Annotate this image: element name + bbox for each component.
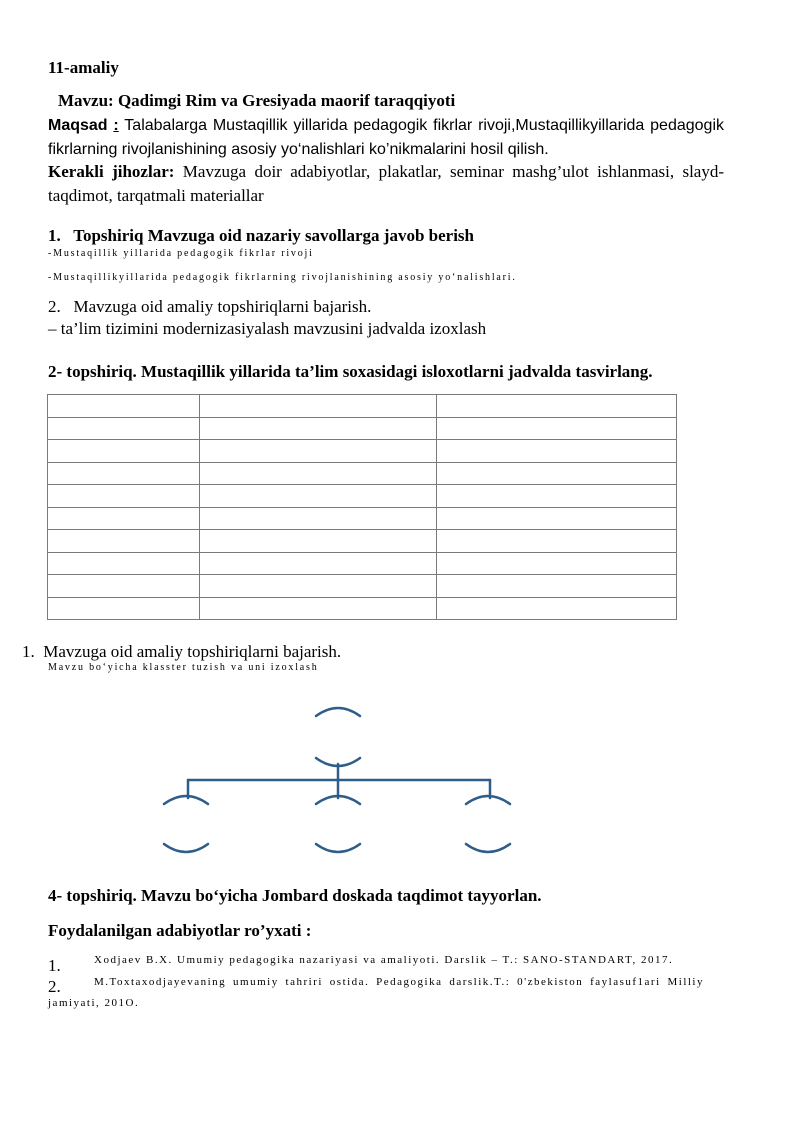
table-cell[interactable] (48, 552, 200, 575)
table-cell[interactable] (199, 507, 437, 530)
table-cell[interactable] (199, 440, 437, 463)
task1-title: Topshiriq Mavzuga oid nazariy savollarga javob berish (73, 226, 475, 245)
table-cell[interactable] (437, 417, 677, 440)
cluster-node-top (316, 708, 360, 716)
table-cell[interactable] (48, 462, 200, 485)
table-row (48, 507, 677, 530)
references-heading: Foydalanilgan adabiyotlar ro’yxati : (48, 921, 312, 940)
table-row (48, 462, 677, 485)
task3-title: Mavzuga oid amaliy topshiriqlarni bajarish. (43, 642, 342, 661)
equipment-label: Kerakli jihozlar: (48, 162, 175, 181)
task2-number: 2. (48, 297, 61, 316)
cluster-node-left (164, 844, 208, 852)
table-cell[interactable] (48, 417, 200, 440)
goal-text: Talabalarga Mustaqillik yillarida pedagogik fikrlar rivoji,Mustaqillikyillarida pedagogik fikrlarning rivojlanishining asosiy yo‘nalishlari ko’nikmalarini hosil qilish. (48, 117, 725, 158)
task2-title: Mavzuga oid amaliy topshiriqlarni bajarish. (73, 297, 372, 316)
table-cell[interactable] (437, 485, 677, 508)
task3-heading (22, 642, 341, 662)
task2b-heading: 2- topshiriq. Mustaqillik yillarida ta’lim soxasidagi isloxotlarni jadvalda tasvirlang. (48, 362, 653, 381)
task2-heading (48, 297, 371, 317)
goal-colon: : (113, 117, 119, 134)
task1-item: -Mustaqillik yillarida pedagogik fikrlar rivoji (48, 248, 314, 259)
table-cell[interactable] (199, 597, 437, 620)
reference-number: 2. (48, 977, 61, 996)
equipment-paragraph (48, 160, 724, 208)
reference-number: 1. (48, 956, 61, 975)
table-row (48, 485, 677, 508)
table-cell[interactable] (437, 440, 677, 463)
table-cell[interactable] (437, 507, 677, 530)
table-cell[interactable] (48, 530, 200, 553)
table-cell[interactable] (199, 417, 437, 440)
reference-continuation: jamiyati, 201O. (48, 997, 140, 1009)
table-cell[interactable] (48, 395, 200, 418)
goal-paragraph (48, 114, 724, 162)
table-cell[interactable] (199, 395, 437, 418)
table-cell[interactable] (48, 485, 200, 508)
cluster-node-left (164, 796, 208, 804)
task2-subtitle: – ta’lim tizimini modernizasiyalash mavzusini jadvalda izoxlash (48, 319, 487, 338)
table-row (48, 552, 677, 575)
table-cell[interactable] (48, 575, 200, 598)
table-cell[interactable] (437, 530, 677, 553)
table-cell[interactable] (199, 485, 437, 508)
task1-item: -Mustaqillikyillarida pedagogik fikrlarning rivojlanishining asosiy yo‘nalishlari. (48, 272, 517, 283)
table-cell[interactable] (437, 597, 677, 620)
table-cell[interactable] (199, 552, 437, 575)
task3-subtitle: Mavzu bo‘yicha klasster tuzish va uni izoxlash (48, 662, 319, 673)
table-row (48, 597, 677, 620)
table-cell[interactable] (199, 530, 437, 553)
task3-number: 1. (22, 642, 35, 661)
reference-item: M.Toxtaxodjayevaning umumiy tahriri ostida. Pedagogika darslik.T.: 0'zbekiston faylasuf1ari Milliy (94, 976, 704, 988)
table-cell[interactable] (437, 462, 677, 485)
task1-number: 1. (48, 226, 61, 245)
topic-heading: Mavzu: Qadimgi Rim va Gresiyada maorif taraqqiyoti (58, 91, 456, 110)
table-cell[interactable] (437, 552, 677, 575)
cluster-node-right (466, 844, 510, 852)
reforms-table (47, 394, 677, 620)
table-row (48, 440, 677, 463)
table-row (48, 575, 677, 598)
table-cell[interactable] (48, 507, 200, 530)
reference-item: Xodjaev B.X. Umumiy pedagogika nazariyasi va amaliyoti. Darslik – T.: SANO-STANDART, 2017. (94, 954, 674, 966)
cluster-node-middle (316, 844, 360, 852)
table-cell[interactable] (48, 597, 200, 620)
table-row (48, 530, 677, 553)
cluster-diagram (150, 700, 530, 865)
table-row (48, 417, 677, 440)
equipment-text: Mavzuga doir adabiyotlar, plakatlar, seminar mashg’ulot ishlanmasi, slayd-taqdimot, tarqatmali materiallar (48, 162, 725, 205)
task1-heading (48, 226, 474, 246)
table-cell[interactable] (199, 462, 437, 485)
table-cell[interactable] (199, 575, 437, 598)
table-cell[interactable] (48, 440, 200, 463)
table-cell[interactable] (437, 395, 677, 418)
table-cell[interactable] (437, 575, 677, 598)
page-title: 11-amaliy (48, 58, 119, 77)
task4-heading: 4- topshiriq. Mavzu bo‘yicha Jombard doskada taqdimot tayyorlan. (48, 886, 542, 905)
goal-label: Maqsad (48, 117, 108, 134)
cluster-node-right (466, 796, 510, 804)
cluster-node-middle (316, 796, 360, 804)
table-row (48, 395, 677, 418)
